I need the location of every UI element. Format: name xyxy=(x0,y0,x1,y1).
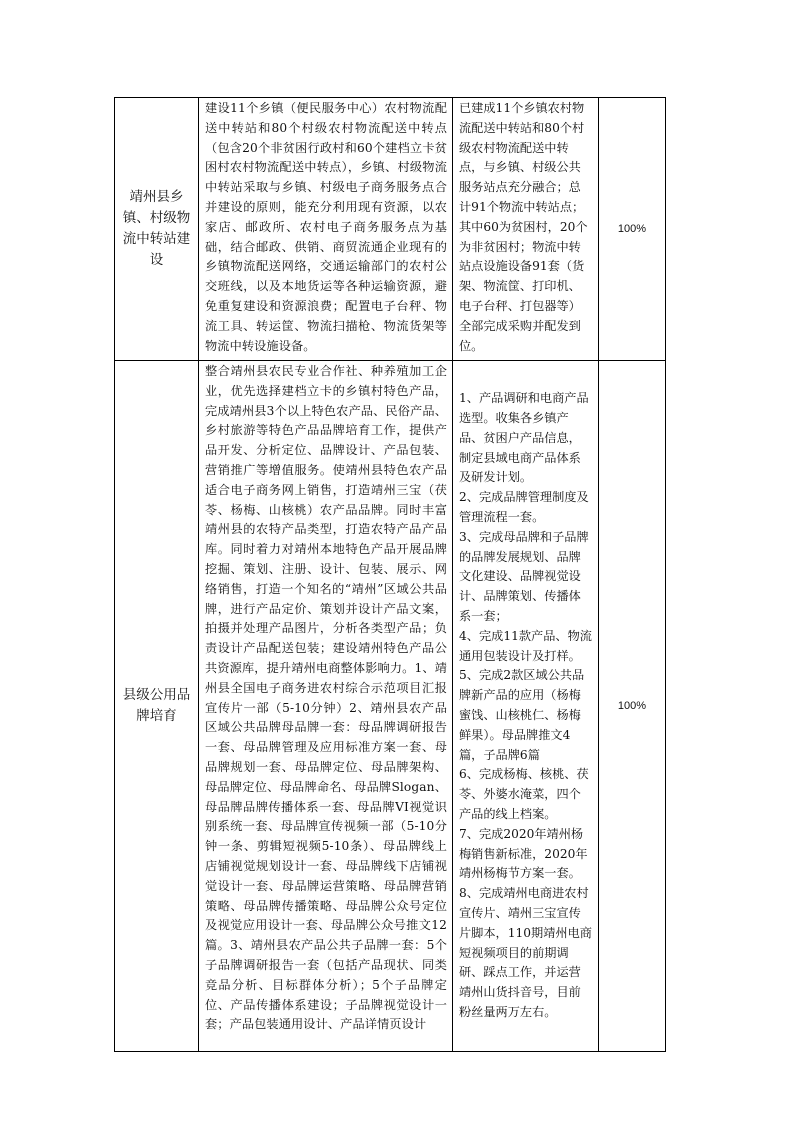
completion-rate-cell xyxy=(599,98,666,361)
project-name-cell xyxy=(115,361,199,1052)
table-row xyxy=(115,361,666,1052)
completion-rate: 100% xyxy=(617,700,647,712)
construction-content: 整合靖州县农民专业合作社、种养殖加工企业，优先选择建档立卡的乡镇村特色产品，完成靖州县3个以上特色农产品、民俗产品、乡村旅游等特色产品品牌培育工作，提供产品开发、分析定位、品牌设计、产品包装、营销推广等增值服务。使靖州县特色农产品适合电子商务网上销售，打造靖州三宝（茯苓、杨梅、山核桃）农产品品牌。同时丰富靖州县的农特产品类型，打造农特产品产品库。同时着力对靖州本地特色产品开展品牌挖掘、策划、注册、设计、包装、展示、网络销售，打造一个知名的“靖州”区域公共品牌，进行产品定价、策划并设计产品文案，拍摄并处理产品图片，分析各类型产品；负责设计产品配送包装；建设靖州特色产品公共资源库，提升靖州电商整体影响力。1、靖州县全国电子商务进农村综合示范项目汇报宣传片一部（5-10分钟）2、靖州县农产品区域公共品牌母品牌一套：母品牌调研报告一套、母品牌管理及应用标准方案一套、母品牌规划一套、母品牌定位、母品牌架构、母品牌定位、母品牌命名、母品牌Slogan、母品牌品牌传播体系一套、母品牌VI视觉识别系统一套、母品牌宣传视频一部（5-10分钟一条、剪辑短视频5-10条）、母品牌线上店铺视觉规划设计一套、母品牌线下店铺视觉设计一套、母品牌运营策略、母品牌营销策略、母品牌传播策略、母品牌公众号定位及视觉应用设计一套、母品牌公众号推文12篇。3、靖州县农产品公共子品牌一套：5个子品牌调研报告一套（包括产品现状、同类竞品分析、目标群体分析）；5个子品牌定位、产品传播体系建设；子品牌视觉设计一套；产品包装通用设计、产品详情页设计 xyxy=(205,364,447,1032)
project-name-cell xyxy=(115,98,199,361)
completion-status: 已建成11个乡镇农村物流配送中转站和80个村级农村物流配送中转点，与乡镇、村级公共服务站点充分融合；总计91个物流中转站点；其中60为贫困村，20个为非贫困村；物流中转站点设施设备91套（货架、物流筐、打印机、电子台秤、打包器等）全部完成采购并配发到位。 xyxy=(459,101,588,353)
completion-rate-cell xyxy=(599,361,666,1052)
project-name: 县级公用品牌培育 xyxy=(122,687,191,724)
table-row xyxy=(115,98,666,361)
project-name: 靖州县乡镇、村级物流中转站建设 xyxy=(122,189,191,268)
completion-rate: 100% xyxy=(617,223,647,235)
construction-content-cell xyxy=(199,98,453,361)
construction-content: 建设11个乡镇（便民服务中心）农村物流配送中转站和80个村级农村物流配送中转点（包含20个非贫困行政村和60个建档立卡贫困村农村物流配送中转点），乡镇、村级物流中转站采取与乡镇、村级电子商务服务点合并建设的原则，能充分利用现有资源，以农家店、邮政所、农村电子商务服务点为基础，结合邮政、供销、商贸流通企业现有的乡镇物流配送网络，交通运输部门的农村公交班线，以及本地货运等各种运输资源，避免重复建设和资源浪费；配置电子台秤、物流工具、转运筐、物流扫描枪、物流货架等物流中转设施设备。 xyxy=(205,101,447,353)
completion-status-cell xyxy=(453,361,599,1052)
project-progress-table xyxy=(114,97,666,1052)
completion-status-cell xyxy=(453,98,599,361)
construction-content-cell xyxy=(199,361,453,1052)
completion-status: 1、产品调研和电商产品选型。收集各乡镇产品、贫困户产品信息，制定县域电商产品体系及研发计划。 2、完成品牌管理制度及管理流程一套。 3、完成母品牌和子品牌的品牌发展规划、品牌文化建设、品牌视觉设计、品牌策划、传播体系一套； 4、完成11款产品、物流通用包装设计及打样。 5、完成2款区域公共品牌新产品的应用（杨梅蜜饯、山核桃仁、杨梅鲜果）。母品牌推文4篇，子品牌6篇 6、完成杨梅、核桃、茯苓、外婆水淹菜，四个产品的线上档案。 7、完成2020年靖州杨梅销售新标准，2020年靖州杨梅节方案一套。 8、完成靖州电商进农村宣传片、靖州三宝宣传片脚本，110期靖州电商短视频项目的前期调研、踩点工作，并运营靖州山货抖音号，目前粉丝量两万左右。 xyxy=(459,391,592,1019)
